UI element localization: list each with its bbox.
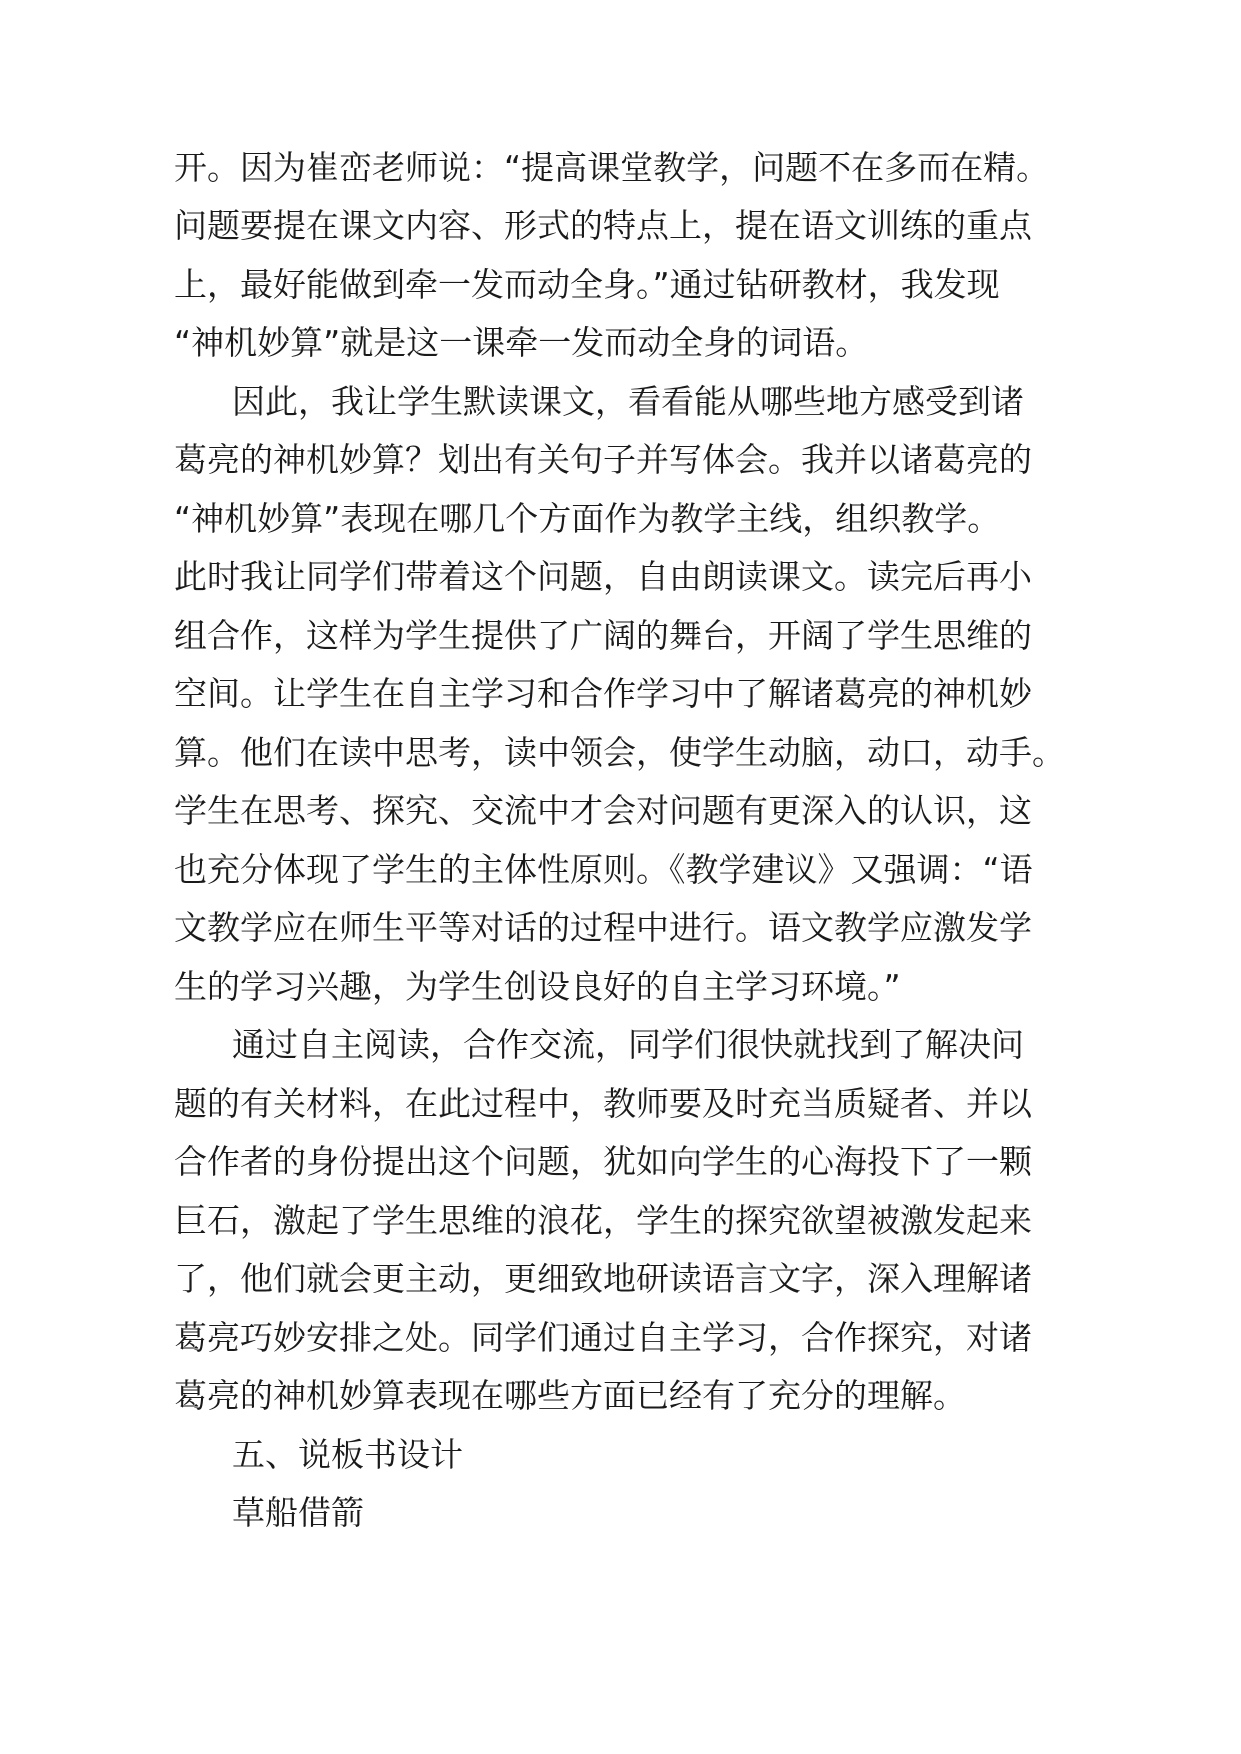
line-text: 了，他们就会更主动，更细致地研读语言文字，深入理解诸 bbox=[174, 1259, 1032, 1298]
line-text: 题的有关材料，在此过程中，教师要及时充当质疑者、并以 bbox=[174, 1084, 1032, 1123]
text-line bbox=[0, 1308, 1241, 1368]
text-line bbox=[0, 1015, 1241, 1075]
line-text: 问题要提在课文内容、形式的特点上，提在语文训练的重点 bbox=[174, 206, 1032, 245]
line-text: 葛亮巧妙安排之处。同学们通过自主学习，合作探究，对诸 bbox=[174, 1318, 1032, 1357]
line-text: “神机妙算”表现在哪几个方面作为教学主线，组织教学。 bbox=[174, 499, 1001, 538]
line-text: 上，最好能做到牵一发而动全身。”通过钻研教材，我发现 bbox=[174, 265, 1000, 304]
line-text: 学生在思考、探究、交流中才会对问题有更深入的认识，这 bbox=[174, 791, 1032, 830]
line-text: 通过自主阅读，合作交流，同学们很快就找到了解决问 bbox=[232, 1025, 1024, 1064]
text-line bbox=[0, 547, 1241, 607]
line-text: 文教学应在师生平等对话的过程中进行。语文教学应激发学 bbox=[174, 908, 1032, 947]
text-line bbox=[0, 430, 1241, 490]
line-text: 葛亮的神机妙算？划出有关句子并写体会。我并以诸葛亮的 bbox=[174, 440, 1032, 479]
text-line bbox=[0, 196, 1241, 256]
text-line bbox=[0, 255, 1241, 315]
text-line bbox=[0, 1366, 1241, 1426]
line-text: 组合作，这样为学生提供了广阔的舞台，开阔了学生思维的 bbox=[174, 616, 1032, 655]
line-text: 巨石，激起了学生思维的浪花，学生的探究欲望被激发起来 bbox=[174, 1201, 1032, 1240]
text-line bbox=[0, 898, 1241, 958]
text-line bbox=[0, 372, 1241, 432]
line-text: 空间。让学生在自主学习和合作学习中了解诸葛亮的神机妙 bbox=[174, 674, 1032, 713]
board-title bbox=[0, 1483, 1241, 1543]
line-text: 葛亮的神机妙算表现在哪些方面已经有了充分的理解。 bbox=[174, 1376, 966, 1415]
line-text: 生的学习兴趣，为学生创设良好的自主学习环境。” bbox=[174, 967, 901, 1006]
text-line bbox=[0, 781, 1241, 841]
text-line bbox=[0, 957, 1241, 1017]
line-text: 因此，我让学生默读课文，看看能从哪些地方感受到诸 bbox=[232, 382, 1024, 421]
line-text: 开。因为崔峦老师说：“提高课堂教学，问题不在多而在精。 bbox=[174, 148, 1050, 187]
line-text: 此时我让同学们带着这个问题，自由朗读课文。读完后再小 bbox=[174, 557, 1032, 596]
text-line bbox=[0, 1132, 1241, 1192]
section-heading bbox=[0, 1425, 1241, 1485]
line-text: 也充分体现了学生的主体性原则。《教学建议》又强调：“语 bbox=[174, 850, 1033, 889]
text-line bbox=[0, 840, 1241, 900]
text-line bbox=[0, 1249, 1241, 1309]
text-line bbox=[0, 1074, 1241, 1134]
text-line bbox=[0, 138, 1241, 198]
text-line bbox=[0, 606, 1241, 666]
text-line bbox=[0, 723, 1241, 783]
line-text: 合作者的身份提出这个问题，犹如向学生的心海投下了一颗 bbox=[174, 1142, 1032, 1181]
text-line bbox=[0, 664, 1241, 724]
text-line bbox=[0, 1191, 1241, 1251]
line-text: 算。他们在读中思考，读中领会，使学生动脑，动口，动手。 bbox=[174, 733, 1065, 772]
text-line bbox=[0, 313, 1241, 373]
text-line bbox=[0, 489, 1241, 549]
board-title-text: 草船借箭 bbox=[232, 1493, 364, 1532]
section-heading-text: 五、说板书设计 bbox=[232, 1435, 463, 1474]
line-text: “神机妙算”就是这一课牵一发而动全身的词语。 bbox=[174, 323, 869, 362]
